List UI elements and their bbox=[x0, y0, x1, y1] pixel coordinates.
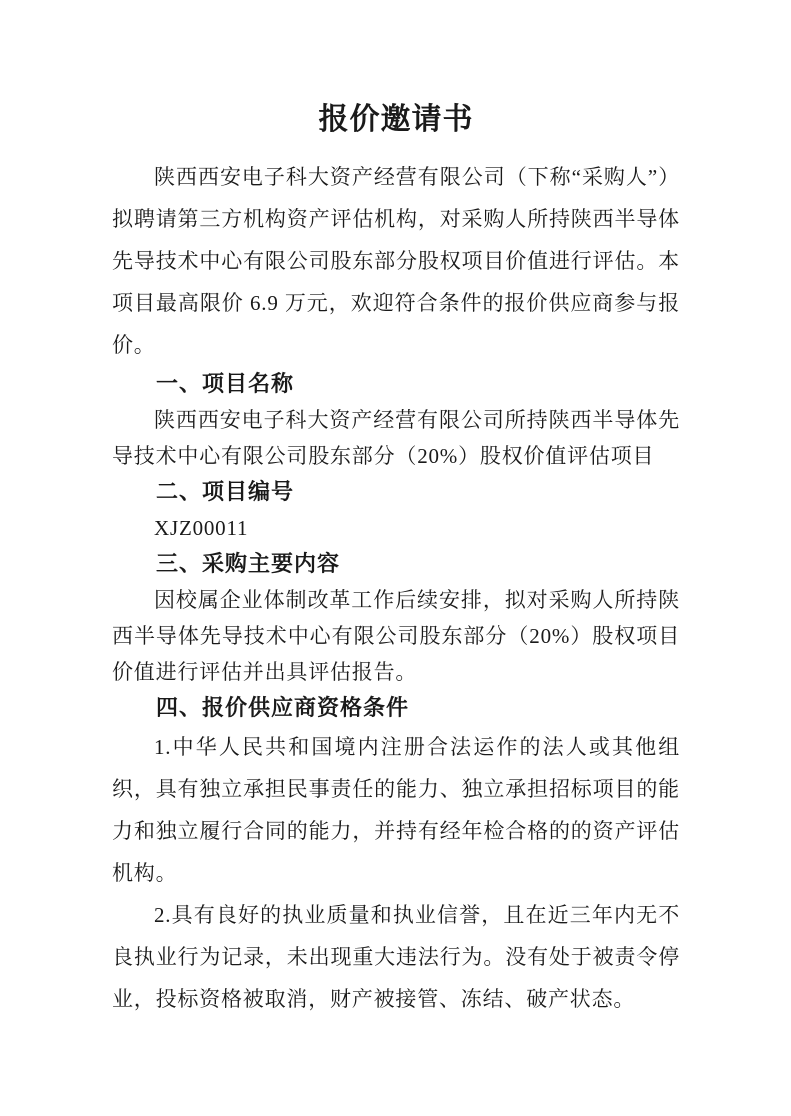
qualification-item-1: 1.中华人民共和国境内注册合法运作的法人或其他组织，具有独立承担民事责任的能力、独立承担招标项目的能力和独立履行合同的能力，并持有经年检合格的的资产评估机构。 bbox=[112, 735, 680, 885]
document-title: 报价邀请书 bbox=[318, 103, 474, 136]
project-number-value: XJZ00011 bbox=[154, 516, 249, 540]
section-procurement-content bbox=[112, 546, 680, 690]
intro-paragraph: 陕西西安电子科大资产经营有限公司（下称“采购人”）拟聘请第三方机构资产评估机构，对采购人所持陕西半导体先导技术中心有限公司股东部分股权项目价值进行评估。本项目最高限价 6.9 万元，欢迎符合条件的报价供应商参与报价。 bbox=[112, 165, 680, 357]
section-project-name bbox=[112, 366, 680, 474]
section-heading-project-number: 二、项目编号 bbox=[156, 479, 295, 504]
section-heading-project-name: 一、项目名称 bbox=[156, 371, 295, 396]
section-paragraph: 因校属企业体制改革工作后续安排，拟对采购人所持陕西半导体先导技术中心有限公司股东部分（20%）股权项目价值进行评估并出具评估报告。 bbox=[112, 588, 680, 684]
section-project-number bbox=[112, 474, 680, 546]
section-paragraph: 陕西西安电子科大资产经营有限公司所持陕西半导体先导技术中心有限公司股东部分（20%）股权价值评估项目 bbox=[112, 408, 680, 468]
section-supplier-qualifications bbox=[112, 690, 680, 1020]
qualification-item-2: 2.具有良好的执业质量和执业信誉，且在近三年内无不良执业行为记录，未出现重大违法行为。没有处于被责令停业，投标资格被取消，财产被接管、冻结、破产状态。 bbox=[112, 903, 680, 1011]
section-heading-procurement-content: 三、采购主要内容 bbox=[156, 551, 341, 576]
section-heading-supplier-qualifications: 四、报价供应商资格条件 bbox=[156, 695, 410, 720]
